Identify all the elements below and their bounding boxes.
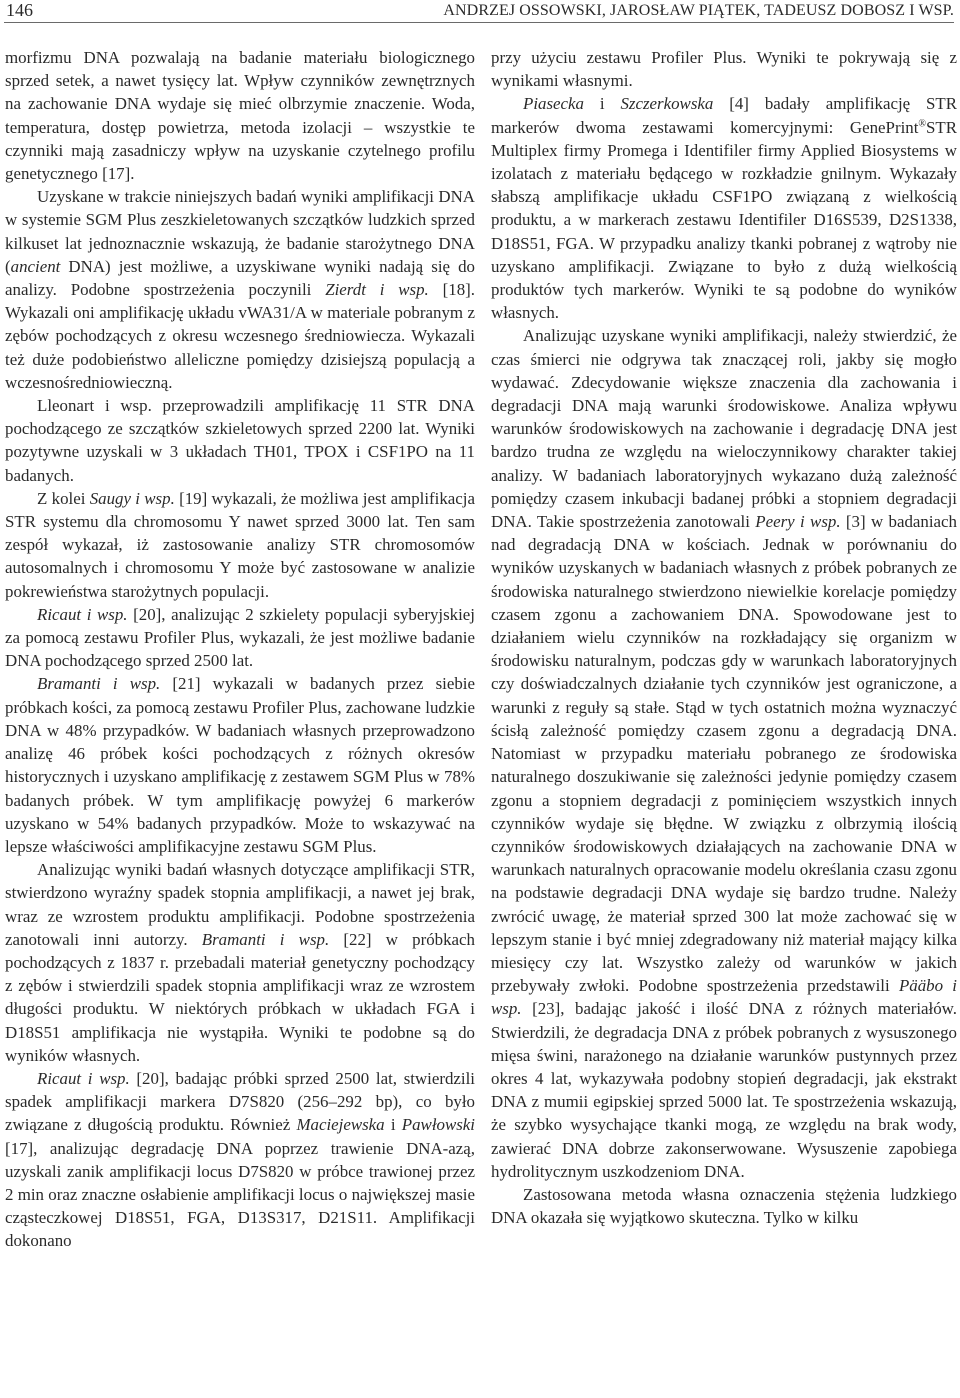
author-citation: Zierdt i wsp. [325, 280, 429, 300]
paragraph: Lleonart i wsp. przeprowadzili amplifikację 11 STR DNA pochodzącego ze szczątków szkieletowych sprzed 2200 lat. Wyniki pozytywne uzyskali w 3 układach TH01, TPOX i CSF1PO na 11 badanych. [5, 396, 475, 485]
paragraph: przy użyciu zestawu Profiler Plus. Wyniki te pokrywają się z wynikami własnymi. [491, 48, 957, 91]
author-citation: Maciejewska [296, 1115, 385, 1135]
author-citation: Pawłowski [401, 1115, 475, 1135]
author-citation: Ricaut i wsp. [37, 1068, 130, 1088]
paragraph: Z kolei Saugy i wsp. [19] wykazali, że możliwa jest amplifikacja STR systemu dla chromosomu Y nawet sprzed 3000 lat. Ten sam zespół wykazał, iż zastosowanie analizy STR chromosomów autosomalnych i chromosomu Y może być zastosowane w analizie pokrewieństwa starożytnych populacji. [5, 488, 475, 601]
author-citation: Saugy i wsp. [89, 488, 175, 508]
header-authors: ANDRZEJ OSSOWSKI, JAROSŁAW PIĄTEK, TADEUSZ DOBOSZ I WSP. [443, 2, 954, 19]
right-column [491, 46, 957, 1229]
paragraph: morfizmu DNA pozwalają na badanie materiału biologicznego sprzed setek, a nawet tysięcy lat. Wpływ czynników zewnętrznych na zachowanie DNA wydaje się mieć olbrzymie znaczenie. Woda, temperatura, dostęp powietrza, metoda izolacji – wszystkie te czynniki mają zasadniczy wpływ na uzyskanie czytelnego profilu genetycznego [17]. [5, 48, 475, 184]
author-citation: Szczerkowska [620, 94, 714, 114]
left-column [5, 46, 475, 1253]
paragraph: Ricaut i wsp. [20], badając próbki sprzed 2500 lat, stwierdzili spadek amplifikacji markera D7S820 (256–292 bp), co było związane z długością produktu. Również Maciejewska i Pawłowski [17], analizując degradację DNA poprzez trawienie DNA-azą, uzyskali zanik amplifikacji locus D7S820 w próbce trawionej przez 2 min oraz znaczne osłabienie amplifikacji locus o największej masie cząsteczkowej D18S51, FGA, D13S317, D21S11. Amplifikacji dokonano [5, 1068, 475, 1251]
paragraph: Analizując wyniki badań własnych dotyczące amplifikacji STR, stwierdzono wyraźny spadek stopnia amplifikacji, a nawet jej brak, wraz ze wzrostem produktu amplifikacji. Podobne spostrzeżenia zanotowali inni autorzy. Bramanti i wsp. [22] w próbkach pochodzących z 1837 r. przebadali materiał genetyczny pochodzący z zębów i stwierdzili spadek stopnia amplifikacji wraz ze wzrostem długości produktu. W niektórych próbkach w układach FGA i D18S51 amplifikacja nie wystąpiła. Wyniki te podobne są do wyników własnych. [5, 860, 475, 1065]
author-citation: Bramanti i wsp. [37, 674, 161, 694]
author-citation: Ricaut i wsp. [37, 604, 128, 624]
paragraph: Bramanti i wsp. [21] wykazali w badanych przez siebie próbkach kości, za pomocą zestawu Profiler Plus, zachowane ludzkie DNA w 48% przypadków. W badaniach własnych przeprowadzono analizę 46 próbek kości pochodzących z różnych okresów historycznych i uzyskano amplifikację z zestawem SGM Plus w 78% badanych próbek. W tym amplifikację powyżej 6 markerów uzyskano w 54% badanych przypadków. Może to wskazywać na lepsze właściwości amplifikacyjne zestawu SGM Plus. [5, 674, 475, 856]
page-number: 146 [6, 0, 33, 20]
author-citation: Pääbo i wsp. [491, 976, 957, 1019]
running-header [4, 0, 954, 23]
paragraph: Zastosowana metoda własna oznaczenia stężenia ludzkiego DNA okazała się wyjątkowo skuteczna. Tylko w kilku [491, 1184, 957, 1228]
author-citation: Bramanti i wsp. [201, 929, 330, 949]
paragraph: Uzyskane w trakcie niniejszych badań wyniki amplifikacji DNA w systemie SGM Plus zeszkieletowanych szczątków ludzkich sprzed kilkuset lat jednoznacznie wskazują, że badanie starożytnego DNA (ancient DNA) jest możliwe, a uzyskiwane wyniki nadają się do analizy. Podobne spostrzeżenia poczynili Zierdt i wsp. [18]. Wykazali oni amplifikację układu vWA31/A w materiale pobranym z zębów pochodzących z okresu wczesnego średniowiecza. Wykazali też duże podobieństwo alleliczne pomiędzy dzisiejszą populacją a wczesnośredniowieczną. [5, 187, 475, 392]
paragraph: Analizując uzyskane wyniki amplifikacji, należy stwierdzić, że czas śmierci nie odgrywa tak znaczącej roli, jakby się mogło wydawać. Zdecydowanie większe znaczenia dla zachowania i degradacji DNA mają warunki środowiskowe. Analiza wpływu warunków środowiskowych na zachowanie i degradację DNA jest bardzo trudna ze względu na wieloczynnikowy charakter takiej analizy. W badaniach laboratoryjnych wykazano dużą zależność pomiędzy czasem inkubacji badanej próbki a stopniem degradacji DNA. Takie spostrzeżenia zanotowali Peery i wsp. [3] w badaniach nad degradacją DNA w kościach. Jednak w porównaniu do wyników uzyskanych w badaniach własnych z próbek pobranych ze środowiska naturalnego stwierdzono niewielkie korelacje pomiędzy czasem zgonu a zachowaniem DNA. Spowodowane jest to działaniem wielu czynników na rozkładający się organizm w środowisku naturalnym, podczas gdy w warunkach laboratoryjnych czy doświadczalnych działanie tych czynników jest ograniczone, a warunki z reguły są stałe. Stąd w tych ostatnich można wyznaczyć ścisłą zależność pomiędzy czasem zgonu a degradacją DNA. Natomiast w przypadku materiału pobranego ze środowiska naturalnego doszukiwanie się zależności jedynie pomiędzy czasem zgonu a stopniem degradacji z pominięciem wszystkich innych czynników wydaje się błędne. W związku z olbrzymią ilością czynników środowiskowych działających na zachowanie DNA w warunkach naturalnych opracowanie modelu określania czasu zgonu na podstawie degradacji DNA wydaje się bardzo trudne. Należy zwrócić uwagę, że materiał sprzed 300 lat może zachować się w lepszym stanie i być mniej zdegradowany niż materiał mający kilka miesięcy czy lat. Wszystko zależy od warunków w jakich przebywały zwłoki. Podobne spostrzeżenia przedstawili Pääbo i wsp. [23], badając jakość i ilość DNA z różnych materiałów. Stwierdzili, że degradacja DNA z próbek pobranych z wysuszonego mięsa świni, narażonego na działanie warunków pustynnych przez okres 4 lat, wykazywała podobny stopień degradacji, jak ekstrakt DNA z mumii egipskiej sprzed 5000 lat. Te spostrzeżenia wskazują, że szybko wysychające tkanki mogą, ze względu na brak wody, zawierać DNA dobrze zakonserwowane. Wysuszenie zapobiega hydrolitycznym uszkodzeniom DNA. [491, 326, 957, 1181]
paragraph: Piasecka i Szczerkowska [4] badały amplifikację STR markerów dwoma zestawami komercyjnymi: GenePrint®STR Multiplex firmy Promega i Identifiler firmy Applied Biosystems w izolatach z materiału będącego w rozkładzie gnilnym. Wykazały słabszą amplifikacje układu CSF1PO związaną z wielkością produktu, a w markerach zestawu Identifiler D16S539, D2S1338, D18S51, FGA. W przypadku analizy tkanki pobranej z wątroby nie uzyskano amplifikacji. Związane to było z dużą wielkością produktów tych markerów. Wyniki te są podobne do wyników własnych. [491, 94, 958, 323]
italic-term: ancient [10, 256, 61, 276]
registered-mark: ® [918, 117, 927, 129]
author-citation: Piasecka [523, 94, 584, 114]
paragraph: Ricaut i wsp. [20], analizując 2 szkielety populacji syberyjskiej za pomocą zestawu Profiler Plus, wykazali, że jest możliwe badanie DNA pochodzącego sprzed 2500 lat. [5, 604, 475, 671]
author-citation: Peery i wsp. [755, 512, 841, 532]
